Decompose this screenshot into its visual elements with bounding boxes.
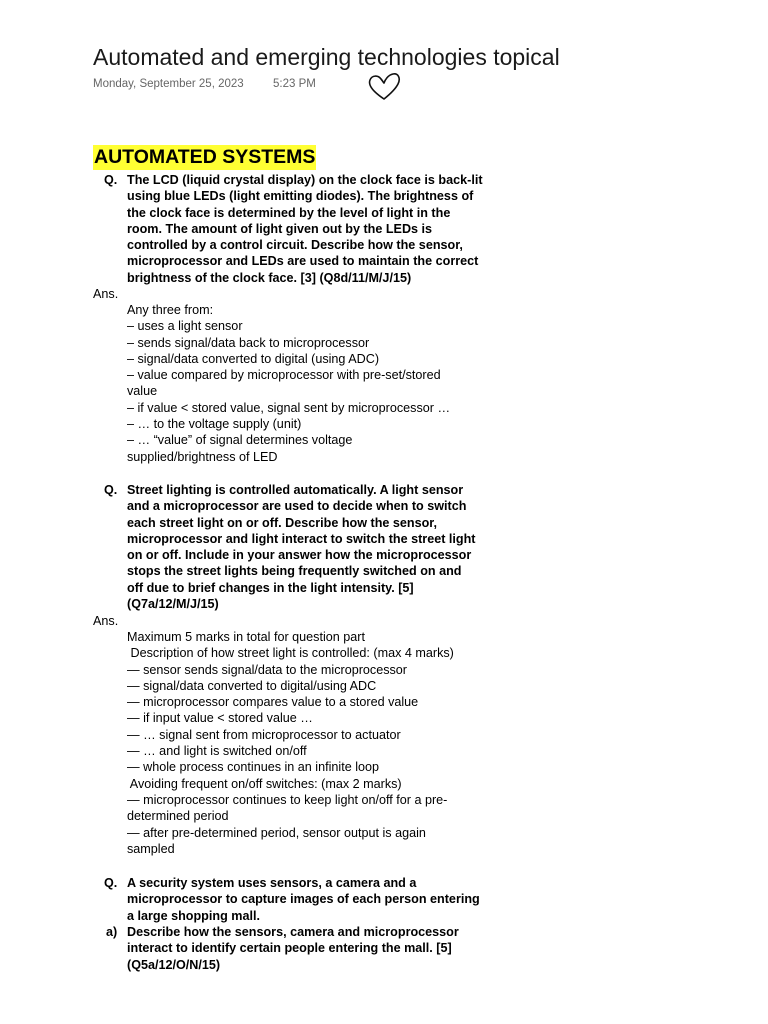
text-line: (Q7a/12/M/J/15) <box>127 597 219 612</box>
text-line: controlled by a control circuit. Describe how the sensor, <box>127 238 463 253</box>
text-line: a large shopping mall. <box>127 908 260 923</box>
text-line: Description of how street light is controlled: (max 4 marks) <box>127 646 454 661</box>
text-line: supplied/brightness of LED <box>127 449 278 464</box>
text-line: – signal/data converted to digital (using ADC) <box>127 351 380 366</box>
text-line: Maximum 5 marks in total for question part <box>127 630 365 644</box>
text-line: on or off. Include in your answer how the microprocessor <box>127 548 472 563</box>
question-marker: Q. <box>104 876 118 890</box>
text-line: microprocessor to capture images of each person entering <box>127 892 480 907</box>
text-line: (Q5a/12/O/N/15) <box>127 957 221 972</box>
section-heading: AUTOMATED SYSTEMS <box>94 146 316 168</box>
text-line: — if input value < stored value … <box>127 711 313 726</box>
text-line: — microprocessor continues to keep light on/off for a pre- <box>127 792 448 807</box>
text-line: interact to identify certain people entering the mall. [5] <box>127 941 452 956</box>
text-line: each street light on or off. Describe how the sensor, <box>127 515 438 530</box>
text-line: – sends signal/data back to microprocessor <box>127 335 370 350</box>
text-line: — after pre-determined period, sensor output is again <box>127 825 426 840</box>
text-line: – if value < stored value, signal sent by microprocessor … <box>127 400 451 415</box>
text-line: — signal/data converted to digital/using ADC <box>127 678 377 693</box>
text-line: room. The amount of light given out by the LEDs is <box>127 221 433 236</box>
text-line: sampled <box>127 841 175 856</box>
part-marker: a) <box>106 925 118 939</box>
text-line: microprocessor and LEDs are used to maintain the correct <box>127 254 479 269</box>
answer-2-text <box>127 629 454 857</box>
page-date: Monday, September 25, 2023 <box>93 78 244 90</box>
text-line: Avoiding frequent on/off switches: (max 2 marks) <box>127 776 402 791</box>
text-line: — whole process continues in an infinite loop <box>127 760 380 775</box>
text-line: the clock face is determined by the level of light in the <box>127 205 451 220</box>
text-line: — … and light is switched on/off <box>127 744 307 759</box>
text-line: Describe how the sensors, camera and microprocessor <box>127 925 459 939</box>
text-line: Street lighting is controlled automatically. A light sensor <box>127 483 464 497</box>
text-line: A security system uses sensors, a camera and a <box>127 876 417 890</box>
text-line: – value compared by microprocessor with pre-set/stored <box>127 368 441 383</box>
text-line: The LCD (liquid crystal display) on the clock face is back-lit <box>127 173 483 187</box>
question-3-text <box>127 875 480 924</box>
text-line: — sensor sends signal/data to the microprocessor <box>127 662 407 677</box>
text-line: and a microprocessor are used to decide when to switch <box>127 499 467 514</box>
question-3a-text <box>127 924 459 973</box>
text-line: value <box>127 384 158 399</box>
text-line: – … “value” of signal determines voltage <box>127 433 353 448</box>
page-title: Automated and emerging technologies topical <box>93 44 560 70</box>
answer-label: Ans. <box>93 614 119 628</box>
question-marker: Q. <box>104 483 118 497</box>
question-2-text <box>127 482 476 612</box>
text-line: — microprocessor compares value to a stored value <box>127 695 419 710</box>
answer-1-text <box>127 302 450 465</box>
text-line: – … to the voltage supply (unit) <box>127 417 302 432</box>
heart-doodle-icon <box>366 72 402 102</box>
question-marker: Q. <box>104 173 118 187</box>
page-time: 5:23 PM <box>273 78 316 90</box>
text-line: – uses a light sensor <box>127 319 243 334</box>
text-line: determined period <box>127 809 229 824</box>
text-line: stops the street lights being frequently switched on and <box>127 564 462 579</box>
text-line: using blue LEDs (light emitting diodes). The brightness of <box>127 189 474 204</box>
text-line: — … signal sent from microprocessor to actuator <box>127 727 401 742</box>
answer-label: Ans. <box>93 287 119 301</box>
text-line: brightness of the clock face. [3] (Q8d/11/M/J/15) <box>127 270 412 285</box>
question-1-text <box>127 172 483 286</box>
text-line: microprocessor and light interact to switch the street light <box>127 531 476 546</box>
text-line: off due to brief changes in the light intensity. [5] <box>127 580 414 595</box>
text-line: Any three from: <box>127 303 214 317</box>
